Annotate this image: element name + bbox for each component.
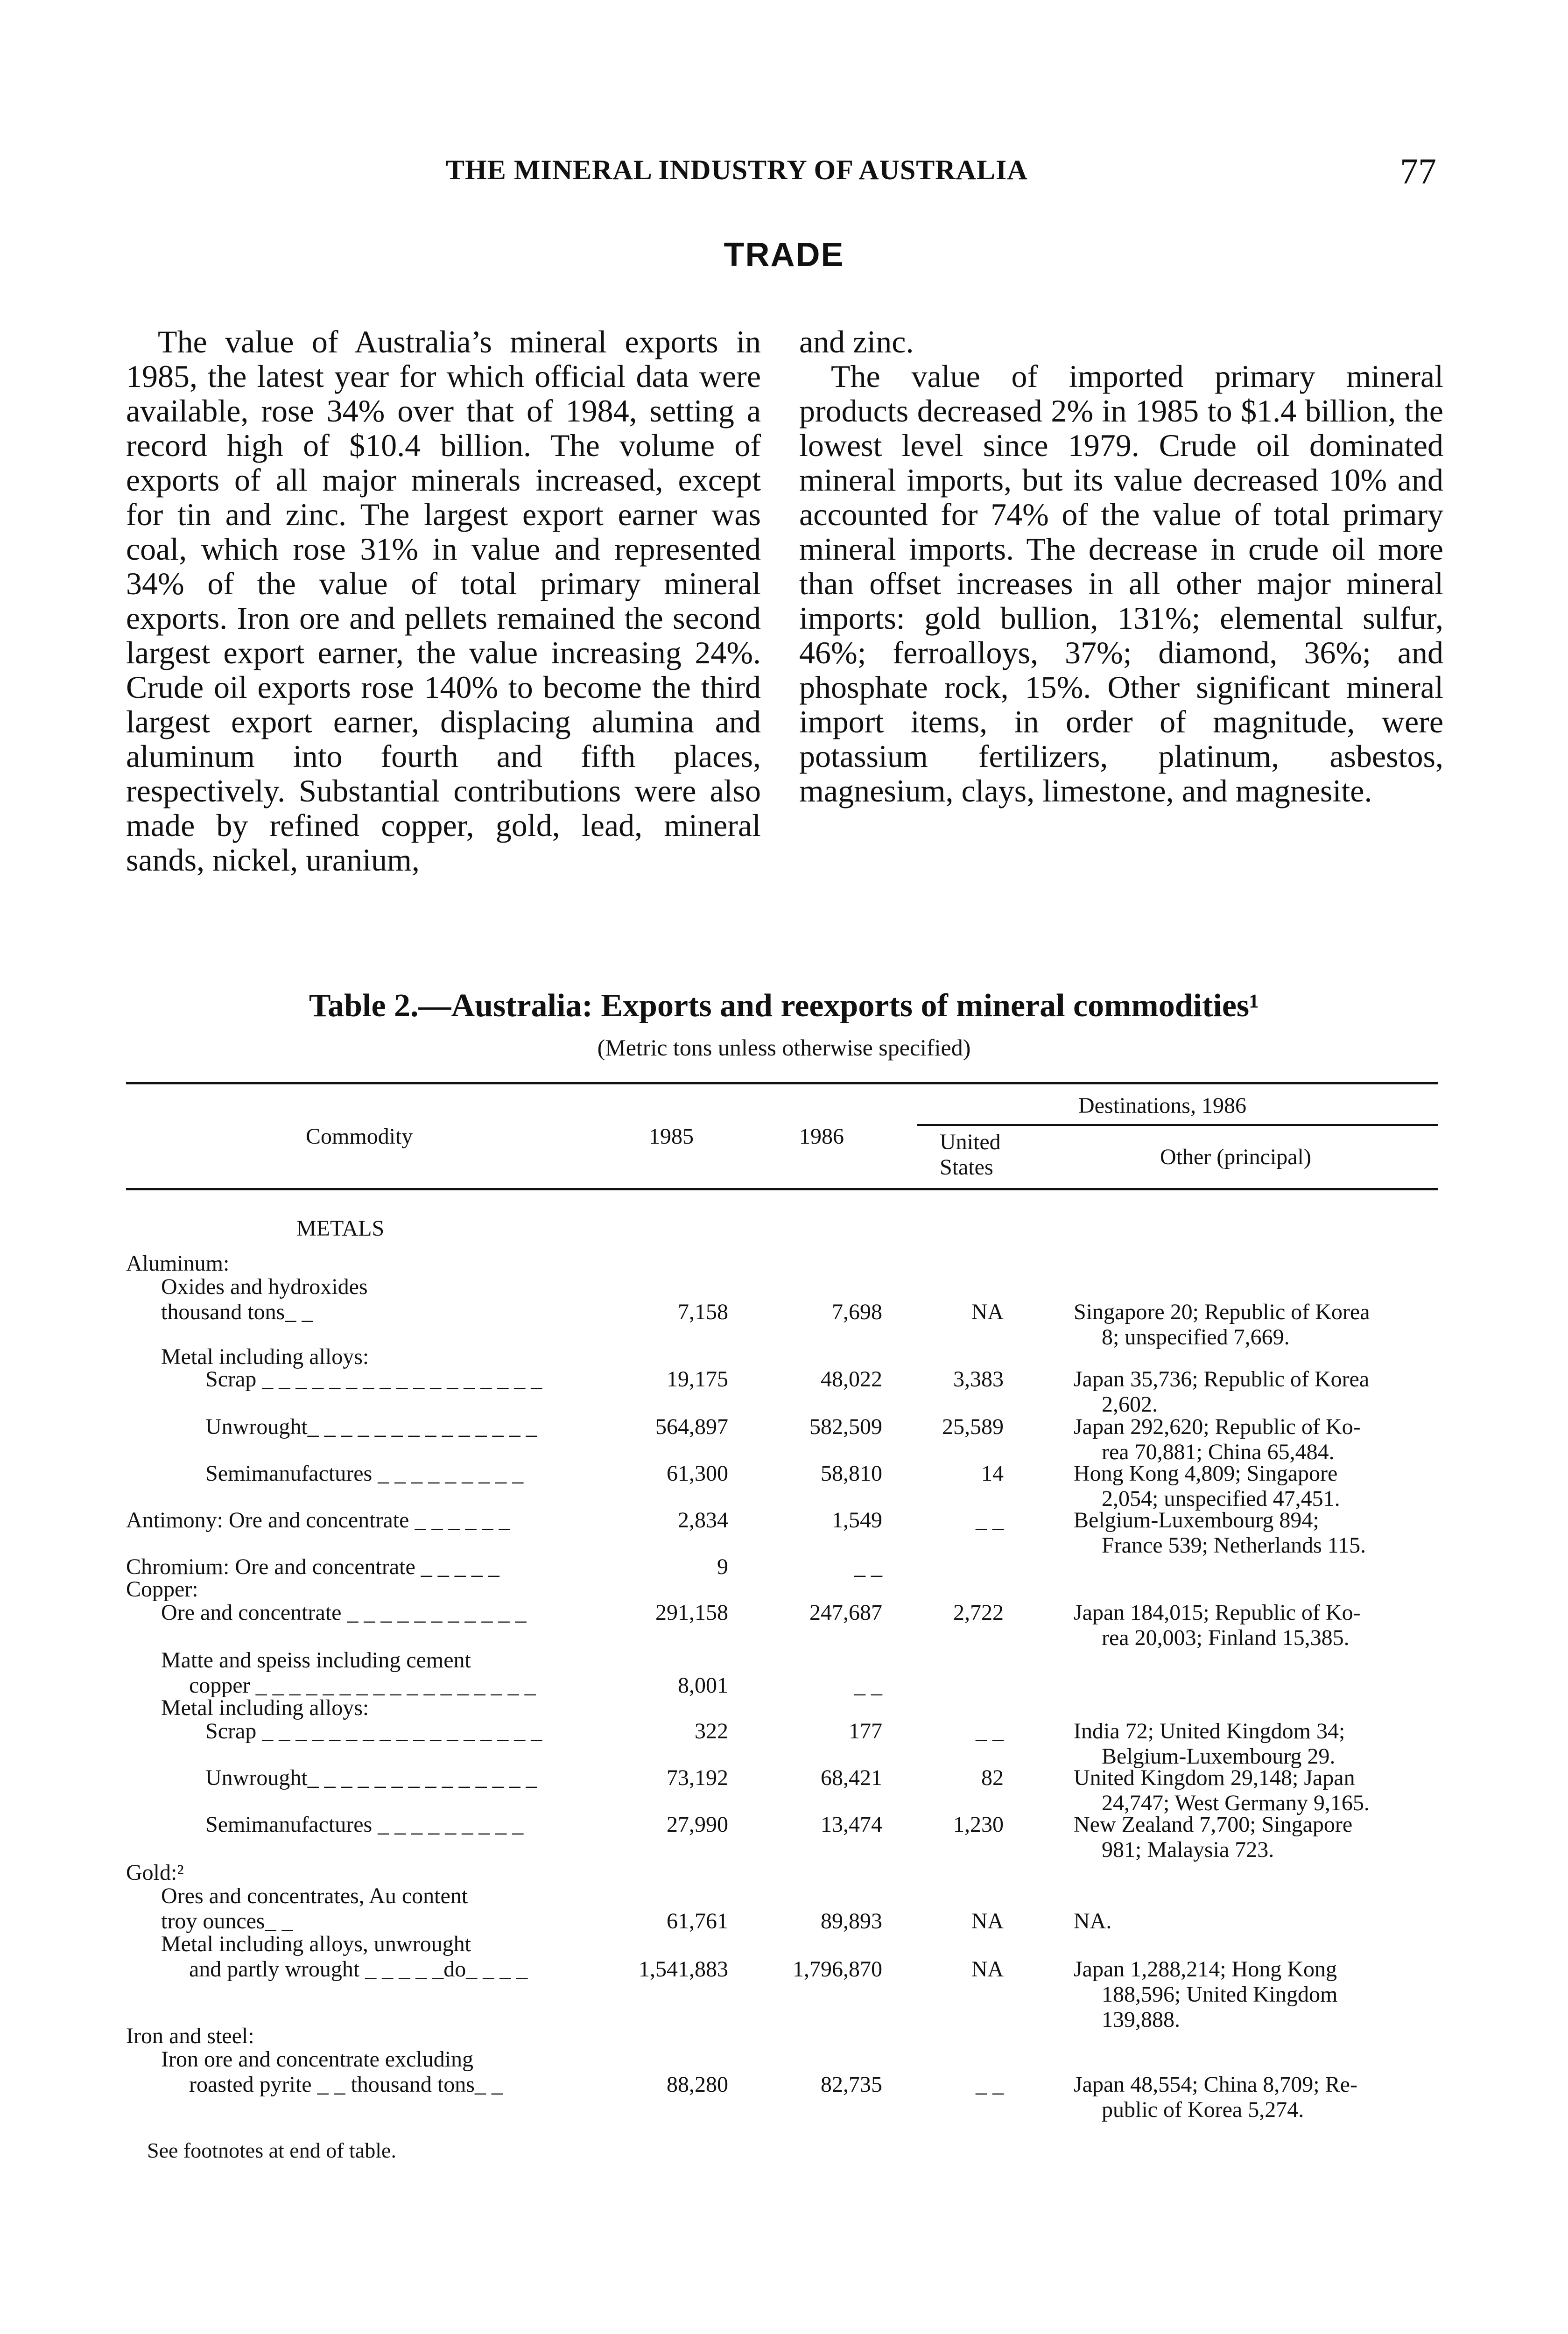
header-us-line2: States <box>940 1155 993 1180</box>
header-destinations: Destinations, 1986 <box>1078 1093 1246 1118</box>
body-left-column <box>126 324 761 877</box>
header-us-line1: United <box>940 1130 1001 1154</box>
paragraph-imports: The value of imported primary mineral products decreased 2% in 1985 to $1.4 billion, the lowest level since 1979. Crude oil dominated mineral imports, but its value decreased 10% and accounted for 74% of the value of total primary mineral imports. The decrease in crude oil more than offset increases in all other major mineral imports: gold bullion, 131%; elemental sulfur, 46%; ferroalloys, 37%; diamond, 36%; and phosphate rock, 15%. Other significant mineral import items, in order of magnitude, were potassium fertilizers, platinum, asbestos, magnesium, clays, limestone, and magnesite. <box>799 359 1443 808</box>
paragraph-exports: The value of Australia’s mineral exports in 1985, the latest year for which official data were available, rose 34% over that of 1984, setting a record high of $10.4 billion. The volume of exports of all major minerals increased, except for tin and zinc. The largest export earner was coal, which rose 31% in value and represented 34% of the value of total primary mineral exports. Iron ore and pellets remained the second largest export earner, the value increasing 24%. Crude oil exports rose 140% to become the third largest export earner, displacing alumina and aluminum into fourth and fifth places, respectively. Substantial contributions were also made by refined copper, gold, lead, mineral sands, nickel, uranium, <box>126 324 761 878</box>
header-commodity: Commodity <box>306 1124 413 1149</box>
header-other-principal: Other (principal) <box>1160 1145 1311 1169</box>
header-1985: 1985 <box>649 1124 694 1149</box>
header-united-states <box>940 1130 1001 1180</box>
footnote-reference: See footnotes at end of table. <box>147 2138 396 2162</box>
page-number: 77 <box>1400 151 1436 191</box>
table-header-rule <box>126 1188 1438 1190</box>
paragraph-continuation: and zinc. <box>799 324 914 359</box>
table-subtitle: (Metric tons unless otherwise specified) <box>597 1034 971 1061</box>
running-title: THE MINERAL INDUSTRY OF AUSTRALIA <box>446 155 1028 185</box>
body-right-column <box>799 324 1443 808</box>
header-1986: 1986 <box>799 1124 844 1149</box>
section-heading: TRADE <box>724 236 844 274</box>
destinations-rule <box>917 1124 1438 1126</box>
page-header <box>0 140 1568 196</box>
table-top-rule <box>126 1082 1438 1084</box>
table-title: Table 2.—Australia: Exports and reexports of mineral commodities¹ <box>309 988 1259 1024</box>
